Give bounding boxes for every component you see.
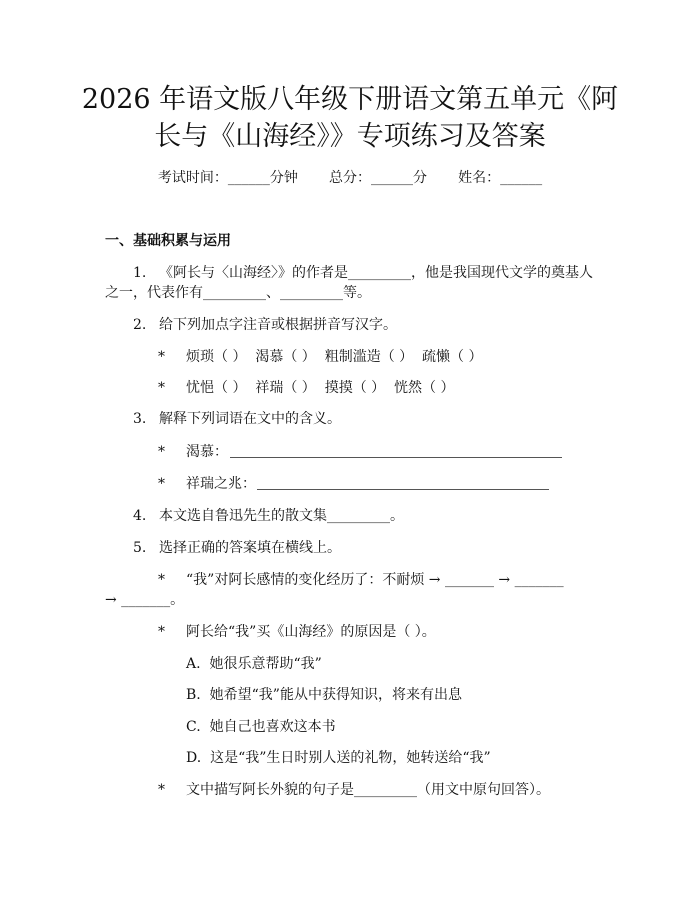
question-4-text: 本文选自鲁迅先生的散文集_________。 bbox=[159, 508, 404, 524]
question-1-text-line-1: 《阿长与〈山海经〉》的作者是_________，他是我国现代文学的奠基人 bbox=[159, 265, 593, 281]
question-5-sub-1-line-2: → _______。 bbox=[105, 592, 185, 608]
question-2-row-2: 忧悒（ ） 祥瑞（ ） 摸摸（ ） 恍然（ ） bbox=[186, 380, 455, 396]
bullet-marker: * bbox=[158, 380, 165, 396]
question-4-number: 4. bbox=[133, 508, 147, 524]
section-heading-basics: 一、基础积累与运用 bbox=[105, 233, 231, 249]
exam-meta bbox=[0, 168, 700, 188]
question-5-text: 选择正确的答案填在横线上。 bbox=[159, 540, 341, 556]
bullet-marker: * bbox=[158, 476, 165, 492]
question-2-row-1: 烦琐（ ） 渴慕（ ） 粗制滥造（ ） 疏懒（ ） bbox=[186, 349, 483, 365]
option-b: B. 她希望“我”能从中获得知识，将来有出息 bbox=[186, 687, 462, 703]
question-3-item-1-label: 渴慕： bbox=[186, 444, 228, 460]
bullet-marker: * bbox=[158, 349, 165, 365]
exam-time-label: 考试时间：______分钟 bbox=[157, 170, 298, 186]
question-5-sub-2: 阿长给“我”买《山海经》的原因是（ ）。 bbox=[186, 624, 436, 640]
answer-blank-line[interactable] bbox=[230, 457, 562, 458]
bullet-marker: * bbox=[158, 444, 165, 460]
question-1-text-line-2: 之一，代表作有_________、_________等。 bbox=[105, 285, 371, 301]
question-5-sub-1-line-1: “我”对阿长感情的变化经历了：不耐烦 → _______ → _______ bbox=[186, 572, 564, 588]
question-2-text: 给下列加点字注音或根据拼音写汉字。 bbox=[159, 317, 397, 333]
question-3-text: 解释下列词语在文中的含义。 bbox=[159, 411, 341, 427]
total-score-label: 总分：______分 bbox=[329, 170, 427, 186]
bullet-marker: * bbox=[158, 782, 165, 798]
question-3-number: 3. bbox=[133, 411, 147, 427]
question-5-sub-3: 文中描写阿长外貌的句子是_________（用文中原句回答）。 bbox=[186, 782, 550, 798]
option-a: A. 她很乐意帮助“我” bbox=[186, 656, 322, 672]
page-title-line-2: 长与《山海经》》专项练习及答案 bbox=[154, 121, 546, 152]
page-title-line-1: 2026 年语文版八年级下册语文第五单元《阿 bbox=[81, 84, 619, 115]
student-name-label: 姓名：______ bbox=[458, 170, 543, 186]
question-1-number: 1. bbox=[133, 265, 147, 281]
option-c: C. 她自己也喜欢这本书 bbox=[186, 719, 336, 735]
question-2-number: 2. bbox=[133, 317, 147, 333]
bullet-marker: * bbox=[158, 572, 165, 588]
question-3-item-2-label: 祥瑞之兆： bbox=[186, 476, 256, 492]
option-d: D. 这是“我”生日时别人送的礼物，她转送给“我” bbox=[186, 750, 491, 766]
answer-blank-line[interactable] bbox=[257, 489, 549, 490]
bullet-marker: * bbox=[158, 624, 165, 640]
question-5-number: 5. bbox=[133, 540, 147, 556]
